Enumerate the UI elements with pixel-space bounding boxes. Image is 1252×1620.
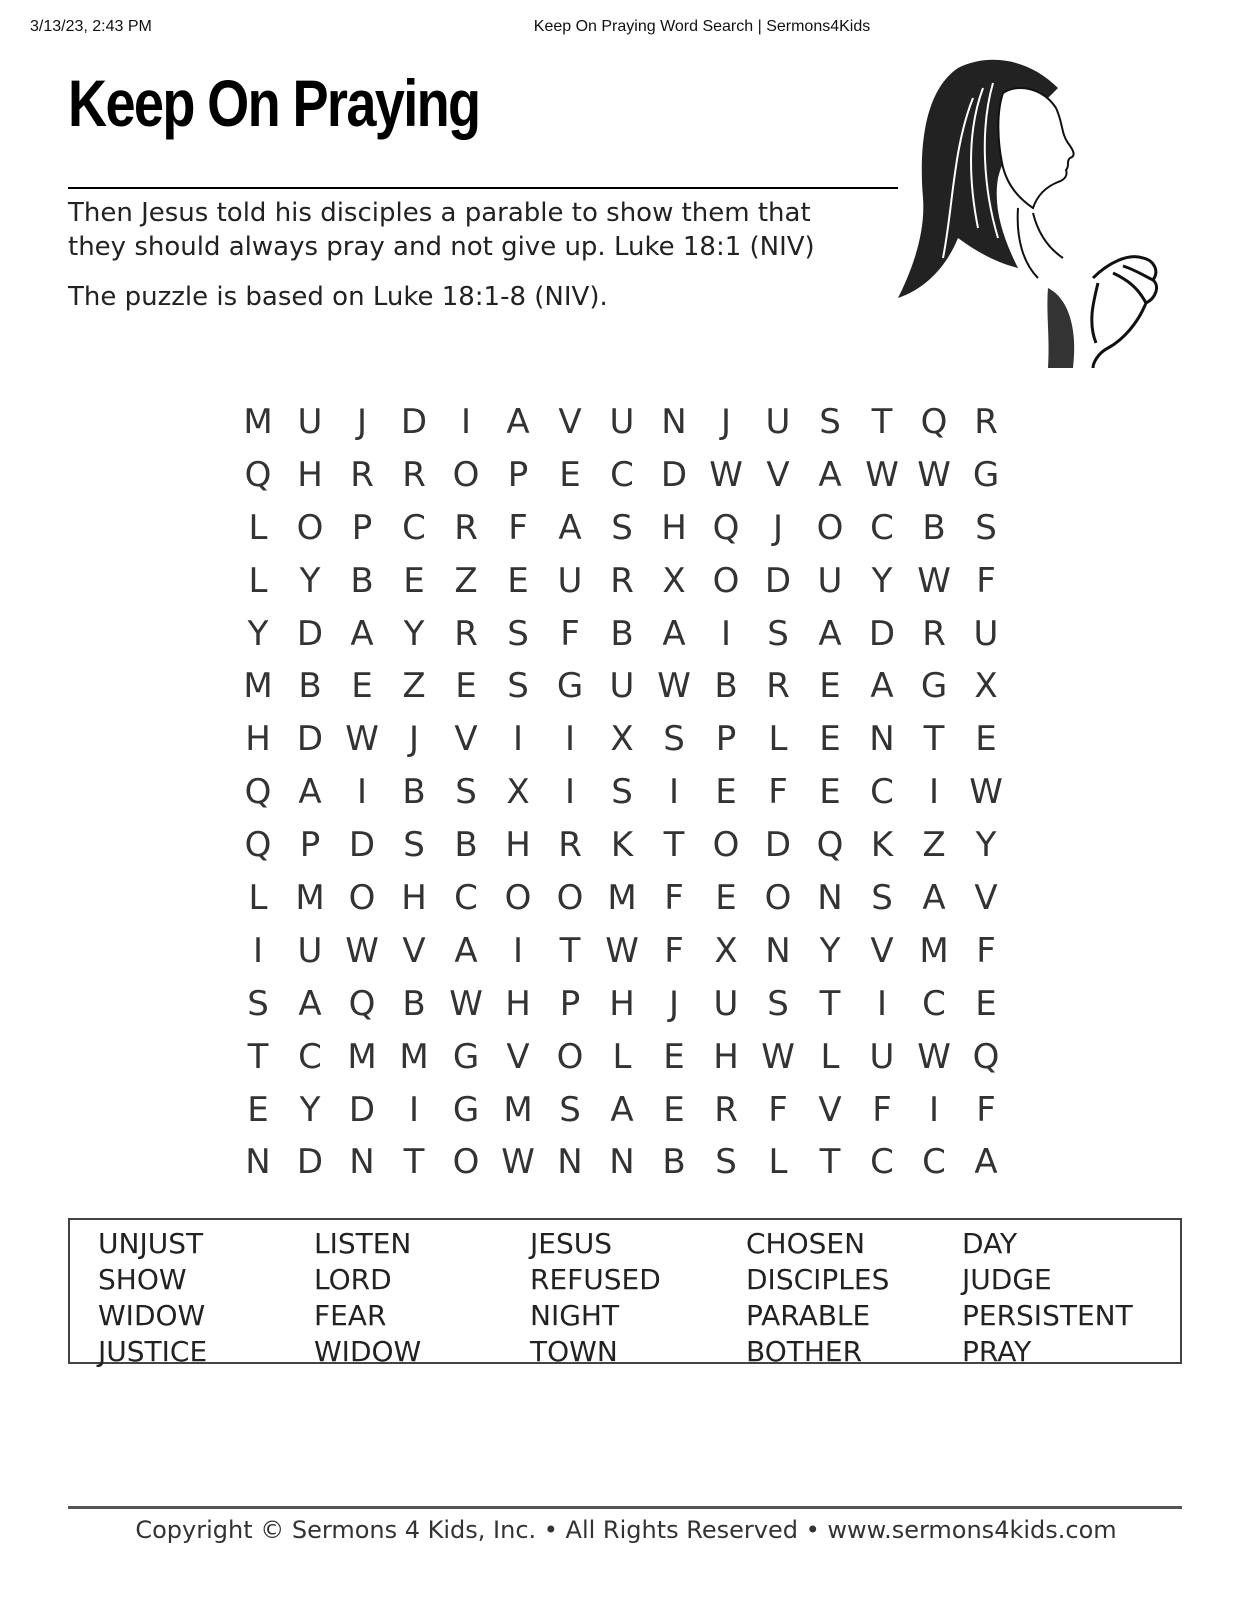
grid-letter: V — [506, 1036, 530, 1077]
word-search-grid — [232, 404, 1012, 1197]
grid-letter: G — [452, 1089, 480, 1130]
grid-letter: D — [764, 560, 792, 601]
grid-letter: L — [820, 1036, 840, 1077]
grid-letter: C — [870, 772, 894, 813]
grid-letter: F — [976, 930, 996, 971]
grid-letter: B — [350, 560, 374, 601]
grid-letter: E — [819, 719, 841, 760]
grid-letter: U — [817, 560, 843, 601]
grid-letter: O — [504, 878, 532, 919]
grid-letter: I — [408, 1089, 420, 1130]
grid-letter: N — [349, 1142, 375, 1183]
grid-letter: L — [768, 719, 788, 760]
grid-letter: S — [403, 825, 425, 866]
grid-letter: H — [401, 878, 427, 919]
grid-letter: M — [503, 1089, 533, 1130]
word-list-box — [68, 1218, 1182, 1368]
grid-letter: A — [974, 1142, 998, 1183]
grid-letter: M — [399, 1036, 429, 1077]
grid-letter: L — [248, 560, 268, 601]
print-datetime: 3/13/23, 2:43 PM — [30, 18, 152, 35]
grid-letter: V — [870, 930, 894, 971]
grid-letter: O — [452, 454, 480, 495]
grid-letter: A — [454, 930, 478, 971]
grid-letter: Y — [299, 1089, 321, 1130]
grid-letter: U — [557, 560, 583, 601]
grid-letter: V — [454, 719, 478, 760]
grid-letter: J — [408, 719, 420, 760]
grid-letter: A — [506, 402, 530, 442]
grid-letter: N — [609, 1142, 635, 1183]
grid-letter: V — [974, 878, 998, 919]
grid-letter: S — [975, 507, 997, 548]
grid-letter: E — [403, 560, 425, 601]
grid-letter: O — [816, 507, 844, 548]
word-list-item: BOTHER — [746, 1335, 863, 1368]
grid-letter: Q — [244, 825, 272, 866]
grid-letter: W — [657, 666, 691, 707]
grid-letter: S — [611, 772, 633, 813]
grid-row — [232, 880, 1012, 933]
grid-letter: S — [871, 878, 893, 919]
grid-letter: C — [870, 507, 894, 548]
grid-letter: K — [870, 825, 894, 866]
grid-letter: U — [869, 1036, 895, 1077]
grid-letter: Y — [819, 930, 841, 971]
grid-row — [232, 1144, 1012, 1197]
grid-letter: J — [772, 507, 784, 548]
grid-letter: Z — [402, 666, 426, 707]
grid-letter: J — [668, 983, 680, 1024]
grid-letter: Q — [816, 825, 844, 866]
grid-letter: I — [460, 402, 472, 442]
grid-letter: A — [662, 613, 686, 654]
grid-letter: O — [712, 825, 740, 866]
grid-letter: Q — [244, 454, 272, 495]
grid-letter: V — [558, 402, 582, 442]
grid-letter: Y — [975, 825, 997, 866]
grid-letter: U — [297, 930, 323, 971]
grid-letter: E — [975, 719, 997, 760]
grid-letter: W — [709, 454, 743, 495]
grid-letter: I — [252, 930, 264, 971]
grid-letter: D — [764, 825, 792, 866]
grid-letter: W — [969, 772, 1003, 813]
grid-letter: S — [611, 507, 633, 548]
grid-letter: S — [247, 983, 269, 1024]
grid-letter: P — [299, 825, 321, 866]
grid-letter: E — [819, 666, 841, 707]
grid-letter: H — [505, 825, 531, 866]
grid-letter: W — [917, 454, 951, 495]
grid-letter: B — [402, 983, 426, 1024]
grid-row — [232, 507, 1012, 563]
grid-letter: V — [766, 454, 790, 495]
grid-letter: P — [507, 454, 529, 495]
grid-letter: Q — [712, 507, 740, 548]
grid-letter: W — [605, 930, 639, 971]
grid-letter: A — [350, 613, 374, 654]
grid-row — [232, 774, 1012, 827]
word-list-item: WIDOW — [98, 1299, 206, 1332]
grid-letter: N — [817, 878, 843, 919]
grid-letter: U — [609, 666, 635, 707]
grid-letter: R — [610, 560, 634, 601]
word-list-item: PRAY — [962, 1335, 1032, 1368]
grid-letter: S — [507, 666, 529, 707]
footer-divider — [68, 1506, 1182, 1509]
face-outline — [998, 88, 1073, 208]
grid-letter: R — [350, 454, 374, 495]
grid-letter: L — [612, 1036, 632, 1077]
grid-letter: U — [609, 402, 635, 442]
grid-letter: N — [765, 930, 791, 971]
grid-letter: A — [818, 454, 842, 495]
grid-letter: D — [296, 1142, 324, 1183]
grid-letter: L — [768, 1142, 788, 1183]
grid-letter: M — [243, 402, 273, 442]
grid-letter: H — [297, 454, 323, 495]
word-list-item: SHOW — [98, 1263, 187, 1296]
grid-letter: X — [506, 772, 530, 813]
grid-letter: E — [663, 1036, 685, 1077]
grid-letter: S — [767, 983, 789, 1024]
grid-letter: F — [768, 772, 788, 813]
grid-letter: G — [556, 666, 584, 707]
grid-letter: A — [298, 983, 322, 1024]
grid-letter: T — [819, 983, 841, 1024]
grid-letter: B — [454, 825, 478, 866]
word-list-item: JUSTICE — [98, 1335, 208, 1368]
copyright-notice: Copyright © Sermons 4 Kids, Inc. • All Rights Reserved • www.sermons4kids.com — [135, 1516, 1117, 1544]
grid-letter: J — [720, 402, 732, 442]
grid-letter: N — [661, 402, 687, 442]
grid-letter: S — [455, 772, 477, 813]
grid-letter: R — [558, 825, 582, 866]
grid-letter: W — [917, 560, 951, 601]
grid-letter: N — [869, 719, 895, 760]
grid-letter: A — [610, 1089, 634, 1130]
grid-letter: S — [715, 1142, 737, 1183]
grid-letter: C — [610, 454, 634, 495]
grid-row — [232, 454, 1012, 510]
grid-letter: O — [764, 878, 792, 919]
word-list-column — [530, 1226, 661, 1370]
grid-letter: R — [454, 507, 478, 548]
grid-letter: M — [919, 930, 949, 971]
grid-letter: Z — [922, 825, 946, 866]
grid-letter: O — [556, 878, 584, 919]
grid-letter: X — [662, 560, 686, 601]
grid-letter: M — [347, 1036, 377, 1077]
praying-hands — [1092, 257, 1157, 368]
grid-letter: E — [715, 878, 737, 919]
grid-letter: A — [870, 666, 894, 707]
word-list-column — [962, 1226, 1133, 1370]
grid-letter: U — [297, 402, 323, 442]
grid-row — [232, 721, 1012, 774]
grid-row — [232, 983, 1012, 1039]
word-list-item: JESUS — [530, 1227, 612, 1260]
grid-letter: W — [761, 1036, 795, 1077]
grid-letter: V — [818, 1089, 842, 1130]
grid-letter: T — [247, 1036, 269, 1077]
grid-letter: V — [402, 930, 426, 971]
grid-letter: S — [559, 1089, 581, 1130]
word-list-item: REFUSED — [530, 1263, 661, 1296]
grid-letter: O — [712, 560, 740, 601]
grid-letter: U — [765, 402, 791, 442]
grid-letter: H — [609, 983, 635, 1024]
verse-line-2: they should always pray and not give up. Luke 18:1 (NIV) — [68, 232, 815, 262]
title-divider — [68, 187, 898, 189]
grid-letter: X — [714, 930, 738, 971]
grid-letter: F — [976, 560, 996, 601]
grid-letter: D — [660, 454, 688, 495]
grid-letter: N — [557, 1142, 583, 1183]
grid-letter: N — [245, 1142, 271, 1183]
grid-letter: W — [449, 983, 483, 1024]
grid-letter: P — [559, 983, 581, 1024]
grid-letter: S — [819, 402, 841, 442]
grid-letter: Y — [403, 613, 425, 654]
grid-letter: E — [559, 454, 581, 495]
grid-letter: Q — [244, 772, 272, 813]
grid-letter: W — [345, 930, 379, 971]
grid-letter: M — [607, 878, 637, 919]
grid-row — [232, 1089, 1012, 1145]
grid-letter: C — [454, 878, 478, 919]
worksheet-title: Keep On Praying — [68, 66, 480, 140]
word-list-item: NIGHT — [530, 1299, 620, 1332]
grid-letter: T — [663, 825, 685, 866]
grid-letter: F — [768, 1089, 788, 1130]
grid-letter: T — [403, 1142, 425, 1183]
grid-letter: O — [556, 1036, 584, 1077]
grid-letter: R — [922, 613, 946, 654]
grid-letter: I — [564, 719, 576, 760]
word-list-column — [746, 1226, 889, 1370]
word-list-item: WIDOW — [314, 1335, 422, 1368]
grid-letter: A — [818, 613, 842, 654]
grid-letter: C — [298, 1036, 322, 1077]
grid-letter: E — [715, 772, 737, 813]
grid-letter: G — [452, 1036, 480, 1077]
word-list-item: UNJUST — [98, 1227, 204, 1260]
grid-letter: I — [876, 983, 888, 1024]
grid-letter: M — [243, 666, 273, 707]
grid-letter: D — [296, 613, 324, 654]
grid-letter: H — [245, 719, 271, 760]
grid-letter: W — [501, 1142, 535, 1183]
grid-letter: U — [973, 613, 999, 654]
grid-letter: T — [819, 1142, 841, 1183]
grid-letter: Q — [972, 1036, 1000, 1077]
grid-row — [232, 560, 1012, 616]
grid-letter: B — [662, 1142, 686, 1183]
grid-letter: S — [767, 613, 789, 654]
grid-row — [232, 1036, 1012, 1092]
word-list-item: PARABLE — [746, 1299, 871, 1332]
grid-letter: B — [610, 613, 634, 654]
grid-letter: G — [972, 454, 1000, 495]
grid-row — [232, 668, 1012, 721]
grid-letter: A — [298, 772, 322, 813]
print-header — [0, 18, 1252, 40]
grid-row — [232, 404, 1012, 457]
grid-letter: D — [296, 719, 324, 760]
grid-letter: E — [663, 1089, 685, 1130]
grid-letter: O — [296, 507, 324, 548]
grid-letter: H — [505, 983, 531, 1024]
grid-letter: F — [664, 930, 684, 971]
grid-letter: W — [865, 454, 899, 495]
grid-letter: G — [920, 666, 948, 707]
word-list-item: LORD — [314, 1263, 392, 1296]
grid-letter: P — [351, 507, 373, 548]
grid-letter: I — [564, 772, 576, 813]
grid-letter: R — [974, 402, 998, 442]
grid-letter: J — [356, 402, 368, 442]
grid-letter: Y — [299, 560, 321, 601]
word-list-item: FEAR — [314, 1299, 387, 1332]
grid-letter: K — [610, 825, 634, 866]
grid-letter: W — [917, 1036, 951, 1077]
sleeve-shading — [1047, 288, 1074, 368]
grid-letter: Y — [247, 613, 269, 654]
grid-row — [232, 930, 1012, 986]
grid-letter: L — [248, 878, 268, 919]
grid-letter: E — [975, 983, 997, 1024]
grid-row — [232, 613, 1012, 669]
grid-letter: F — [976, 1089, 996, 1130]
word-list-item: DAY — [962, 1227, 1018, 1260]
grid-letter: O — [452, 1142, 480, 1183]
word-list-item: CHOSEN — [746, 1227, 866, 1260]
grid-letter: I — [356, 772, 368, 813]
print-page-title: Keep On Praying Word Search | Sermons4Kids — [533, 18, 871, 35]
bible-verse — [68, 196, 948, 264]
grid-letter: H — [661, 507, 687, 548]
grid-letter: A — [922, 878, 946, 919]
grid-letter: E — [247, 1089, 269, 1130]
grid-letter: R — [714, 1089, 738, 1130]
grid-letter: I — [668, 772, 680, 813]
word-list-item: TOWN — [530, 1335, 618, 1368]
grid-letter: Q — [348, 983, 376, 1024]
word-list-column — [314, 1226, 421, 1370]
grid-letter: S — [507, 613, 529, 654]
grid-letter: W — [345, 719, 379, 760]
grid-letter: I — [512, 719, 524, 760]
grid-letter: F — [560, 613, 580, 654]
grid-letter: T — [871, 402, 893, 442]
grid-letter: F — [872, 1089, 892, 1130]
grid-letter: R — [766, 666, 790, 707]
grid-letter: R — [402, 454, 426, 495]
grid-letter: L — [248, 507, 268, 548]
grid-letter: C — [870, 1142, 894, 1183]
word-list-item: JUDGE — [962, 1263, 1052, 1296]
grid-letter: F — [664, 878, 684, 919]
word-list-item: LISTEN — [314, 1227, 412, 1260]
grid-letter: E — [455, 666, 477, 707]
grid-letter: I — [512, 930, 524, 971]
grid-letter: M — [295, 878, 325, 919]
grid-letter: I — [928, 772, 940, 813]
grid-letter: I — [928, 1089, 940, 1130]
word-list-column — [98, 1226, 207, 1370]
grid-letter: O — [348, 878, 376, 919]
word-list-item: PERSISTENT — [962, 1299, 1133, 1332]
grid-row — [232, 827, 1012, 880]
grid-letter: I — [720, 613, 732, 654]
grid-letter: D — [348, 825, 376, 866]
grid-letter: X — [610, 719, 634, 760]
grid-letter: H — [713, 1036, 739, 1077]
grid-letter: Q — [920, 402, 948, 442]
grid-letter: T — [923, 719, 945, 760]
grid-letter: R — [454, 613, 478, 654]
grid-letter: E — [351, 666, 373, 707]
grid-letter: B — [298, 666, 322, 707]
grid-letter: C — [922, 983, 946, 1024]
grid-letter: D — [400, 402, 428, 442]
grid-letter: C — [922, 1142, 946, 1183]
verse-line-1: Then Jesus told his disciples a parable to show them that — [68, 198, 811, 228]
grid-letter: Y — [871, 560, 893, 601]
grid-letter: Z — [454, 560, 478, 601]
grid-letter: S — [663, 719, 685, 760]
grid-letter: A — [558, 507, 582, 548]
praying-woman-illustration — [898, 48, 1198, 368]
grid-letter: E — [507, 560, 529, 601]
neck-lines — [1018, 208, 1063, 278]
grid-letter: D — [868, 613, 896, 654]
grid-letter: F — [508, 507, 528, 548]
grid-letter: T — [559, 930, 581, 971]
word-list-item: DISCIPLES — [746, 1263, 890, 1296]
grid-letter: C — [402, 507, 426, 548]
grid-letter: U — [713, 983, 739, 1024]
grid-letter: E — [819, 772, 841, 813]
grid-letter: B — [714, 666, 738, 707]
puzzle-note: The puzzle is based on Luke 18:1-8 (NIV). — [68, 282, 608, 312]
grid-letter: X — [974, 666, 998, 707]
grid-letter: B — [922, 507, 946, 548]
grid-letter: B — [402, 772, 426, 813]
grid-letter: D — [348, 1089, 376, 1130]
grid-letter: P — [715, 719, 737, 760]
